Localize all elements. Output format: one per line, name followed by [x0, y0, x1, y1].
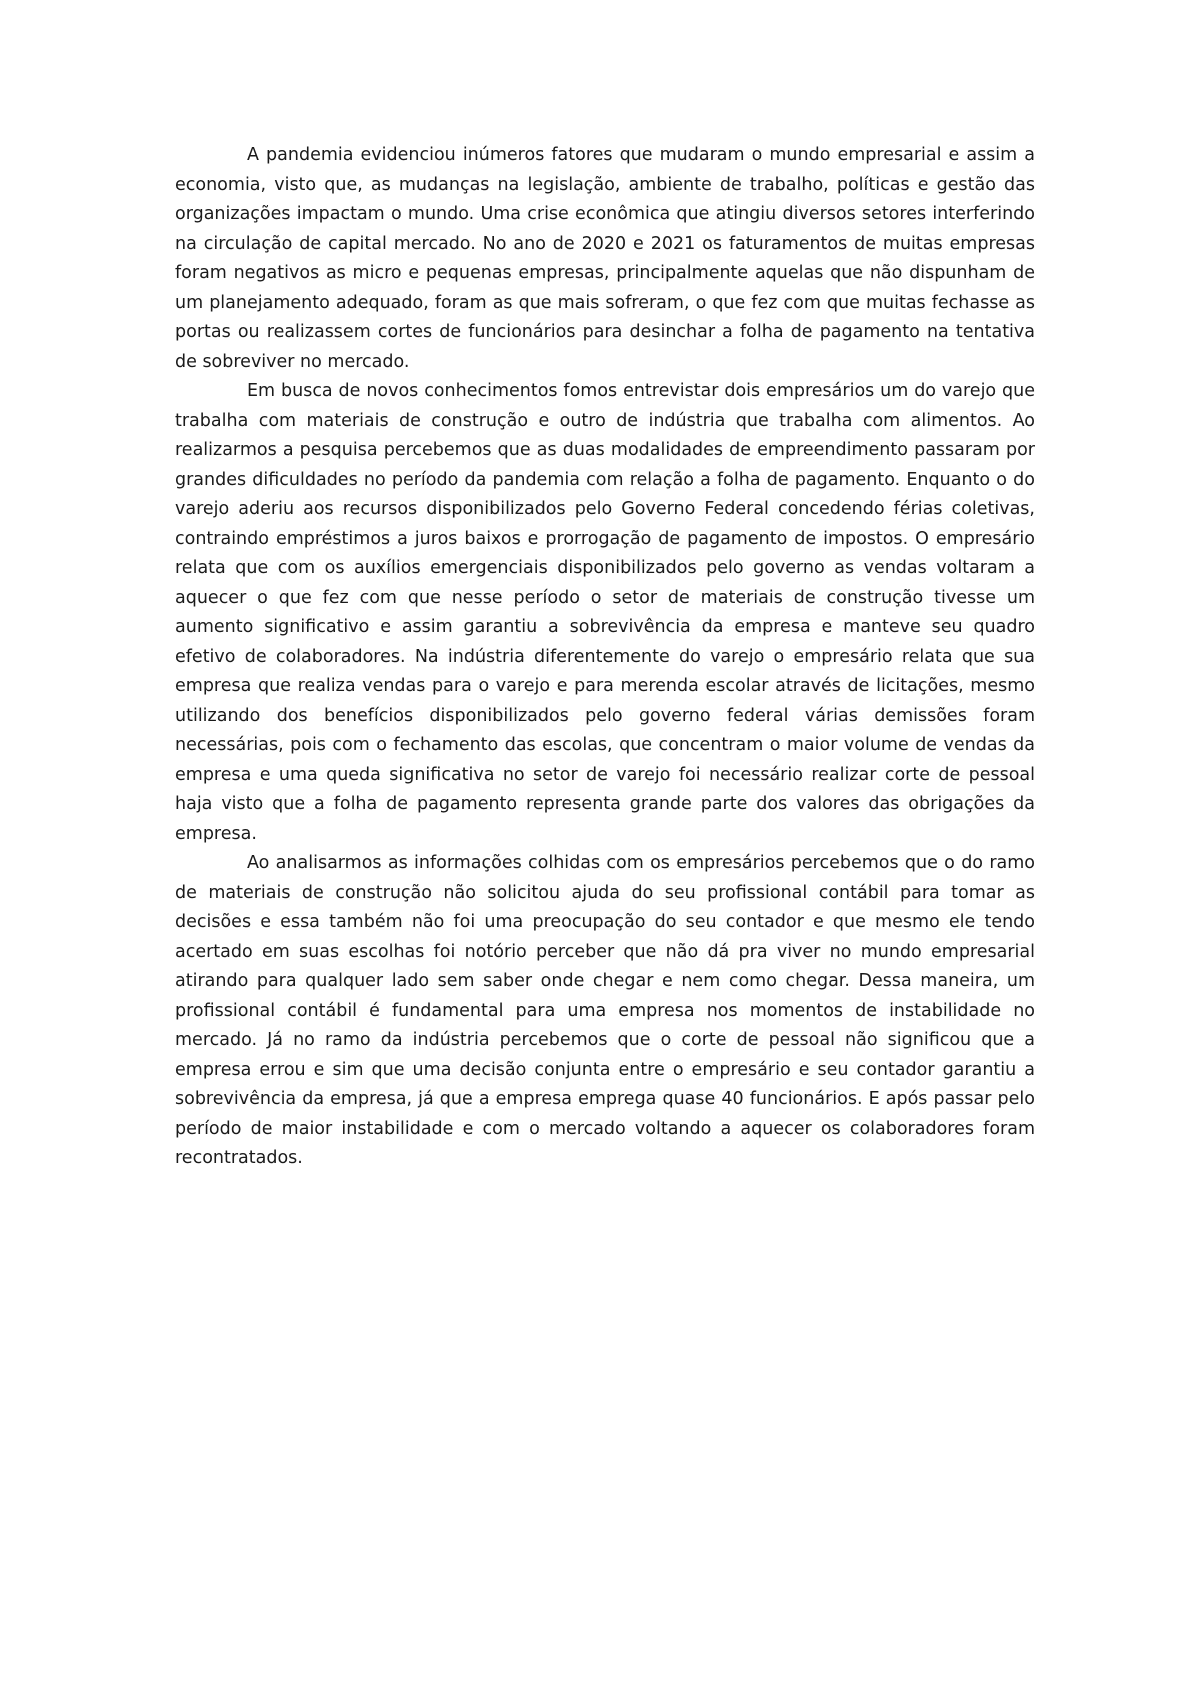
- paragraph-2: Em busca de novos conhecimentos fomos entrevistar dois empresários um do varejo que trabalha com materiais de construção e outro de indústria que trabalha com alimentos. Ao realizarmos a pesquisa percebemos que as duas modalidades de empreendimento passaram por grandes dificuldades no período da pandemia com relação a folha de pagamento. Enquanto o do varejo aderiu aos recursos disponibilizados pelo Governo Federal concedendo férias coletivas, contraindo empréstimos a juros baixos e prorrogação de pagamento de impostos. O empresário relata que com os auxílios emergenciais disponibilizados pelo governo as vendas voltaram a aquecer o que fez com que nesse período o setor de materiais de construção tivesse um aumento significativo e assim garantiu a sobrevivência da empresa e manteve seu quadro efetivo de colaboradores. Na indústria diferentemente do varejo o empresário relata que sua empresa que realiza vendas para o varejo e para merenda escolar através de licitações, mesmo utilizando dos benefícios disponibilizados pelo governo federal várias demissões foram necessárias, pois com o fechamento das escolas, que concentram o maior volume de vendas da empresa e uma queda significativa no setor de varejo foi necessário realizar corte de pessoal haja visto que a folha de pagamento representa grande parte dos valores das obrigações da empresa.: [175, 381, 1035, 844]
- document-body: [175, 141, 1035, 1174]
- paragraph-3: Ao analisarmos as informações colhidas com os empresários percebemos que o do ramo de materiais de construção não solicitou ajuda do seu profissional contábil para tomar as decisões e essa também não foi uma preocupação do seu contador e que mesmo ele tendo acertado em suas escolhas foi notório perceber que não dá pra viver no mundo empresarial atirando para qualquer lado sem saber onde chegar e nem como chegar. Dessa maneira, um profissional contábil é fundamental para uma empresa nos momentos de instabilidade no mercado. Já no ramo da indústria percebemos que o corte de pessoal não significou que a empresa errou e sim que uma decisão conjunta entre o empresário e seu contador garantiu a sobrevivência da empresa, já que a empresa emprega quase 40 funcionários. E após passar pelo período de maior instabilidade e com o mercado voltando a aquecer os colaboradores foram recontratados.: [175, 853, 1035, 1168]
- paragraph-1: A pandemia evidenciou inúmeros fatores que mudaram o mundo empresarial e assim a economia, visto que, as mudanças na legislação, ambiente de trabalho, políticas e gestão das organizações impactam o mundo. Uma crise econômica que atingiu diversos setores interferindo na circulação de capital mercado. No ano de 2020 e 2021 os faturamentos de muitas empresas foram negativos as micro e pequenas empresas, principalmente aquelas que não dispunham de um planejamento adequado, foram as que mais sofreram, o que fez com que muitas fechasse as portas ou realizassem cortes de funcionários para desinchar a folha de pagamento na tentativa de sobreviver no mercado.: [175, 145, 1035, 372]
